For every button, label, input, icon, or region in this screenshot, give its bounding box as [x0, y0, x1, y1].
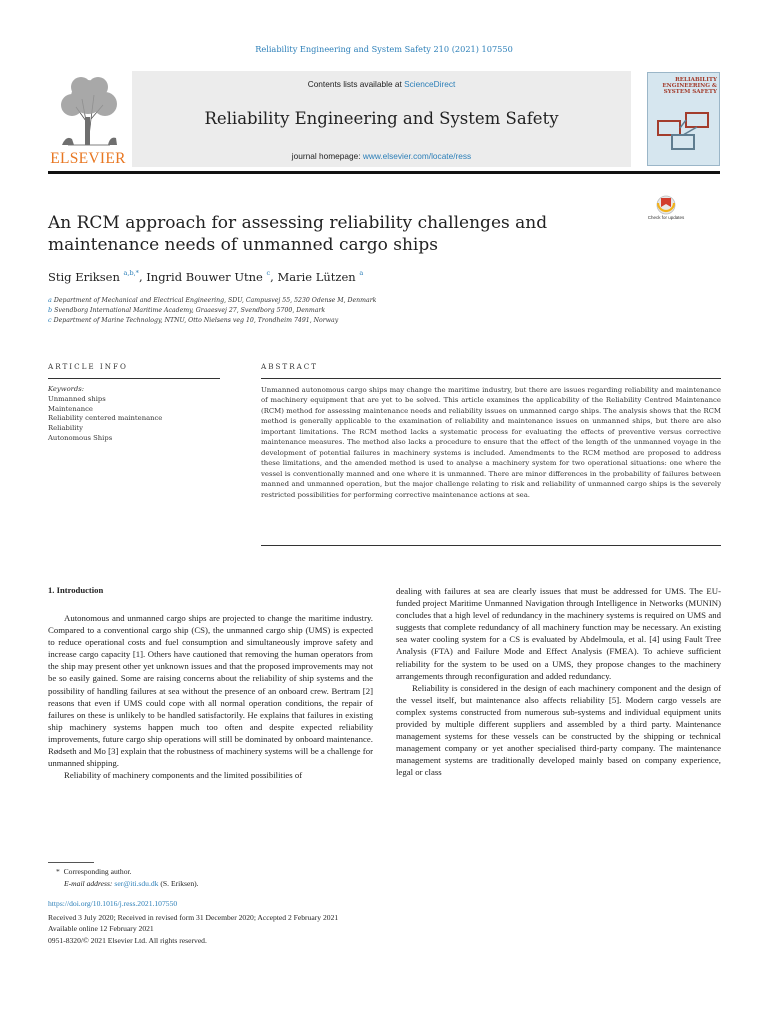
author-affiliation-marker[interactable]: c — [266, 269, 271, 277]
corresponding-author-note — [48, 866, 468, 878]
affiliation-text: Svendborg International Maritime Academy, Graaesvej 27, Svendborg 5700, Denmark — [54, 307, 326, 315]
author-list — [48, 270, 363, 284]
affiliation-item — [48, 306, 648, 316]
received-dates: Received 3 July 2020; Received in revised form 31 December 2020; Accepted 2 February 2021 — [48, 913, 339, 922]
journal-banner — [132, 71, 631, 167]
author-email-link[interactable]: ser@iti.sdu.dk — [114, 878, 159, 888]
author-name[interactable]: Stig Eriksen — [48, 270, 120, 284]
abstract-bottom-divider — [261, 545, 721, 546]
contents-line — [132, 79, 631, 89]
body-paragraph: dealing with failures at sea are clearly issues that must be addressed for UMS. The EU-funded project Maritime Unmanned Navigation through Intelligence in Networks (MUNIN) concludes that a high level of redundancy in the machinery systems is required on UMS and suggests that complete redundancy of all machinery function may be necessary. An existing sea water cooling system for a CS is evaluated by Abdelmoula, et al. [4] using Fault Tree Analysis (FTA) and Failure Mode and Effect Analysis (FMEA). To achieve sufficient reliability for the system to be used on a UMS, they propose changes to the machinery arrangements through reconfiguration and added redundancy. — [396, 586, 721, 681]
journal-reference-link[interactable]: Reliability Engineering and System Safety 210 (2021) 107550 — [255, 44, 513, 54]
abstract-heading: ABSTRACT — [261, 362, 319, 371]
body-paragraph: Reliability of machinery components and the limited possibilities of — [64, 770, 303, 781]
footnotes — [48, 866, 468, 890]
publisher-name: ELSEVIER — [50, 150, 126, 167]
author-affiliation-marker[interactable]: a,b,* — [123, 269, 139, 277]
journal-masthead — [48, 71, 720, 169]
body-column-right — [396, 585, 721, 779]
homepage-line — [132, 151, 631, 161]
article-info-divider — [48, 378, 220, 379]
body-paragraph: Reliability is considered in the design of each machinery component and the design of the vessel itself, but maintenance also affects reliability [5]. Modern cargo vessels are complex systems constructed from numerous sub-systems and individual equipment units provided by multiple different suppliers and assembled by a third party. Maintenance management systems for these vessels can be constructed by the shipping or technical management company or yet another specialised third-party company. The maintenance management systems are traditionally developed mainly based on company experience, legal or class — [396, 682, 721, 778]
keyword-item: Maintenance — [48, 404, 93, 413]
affiliation-marker: c — [48, 316, 52, 325]
homepage-prefix: journal homepage: — [291, 151, 363, 161]
contents-prefix: Contents lists available at — [307, 79, 405, 89]
cover-title: RELIABILITY ENGINEERING & SYSTEM SAFETY — [662, 77, 717, 96]
journal-homepage-link[interactable]: www.elsevier.com/locate/ress — [362, 151, 472, 161]
keyword-item: Reliability — [48, 424, 83, 433]
body-column-left — [48, 612, 373, 781]
publication-dates — [48, 912, 648, 946]
affiliation-text: Department of Marine Technology, NTNU, Otto Nielsens veg 10, Trondheim 7491, Norway — [53, 317, 339, 325]
section-heading-introduction: 1. Introduction — [48, 585, 104, 595]
affiliation-marker: b — [48, 306, 53, 315]
corresponding-author-text: Corresponding author. — [63, 867, 132, 876]
article-info-heading: ARTICLE INFO — [48, 362, 128, 371]
affiliation-item — [48, 296, 648, 306]
author-affiliation-marker[interactable]: a — [359, 269, 364, 277]
asterisk-marker: * — [56, 867, 64, 876]
masthead-divider — [48, 171, 720, 174]
author-name[interactable]: Ingrid Bouwer Utne — [146, 270, 263, 284]
keywords-label: Keywords: — [48, 385, 85, 393]
check-for-updates-badge[interactable] — [646, 195, 686, 235]
body-paragraph: Autonomous and unmanned cargo ships are projected to change the maritime industry. Compared to a conventional cargo ship (CS), the unmanned cargo ship (UMS) is expected to reduce operational costs and fuel consumption and simultaneously improve safety and increase cargo capacity [1]. Others have cautioned that removing the human operators from the ship may present other yet unknown issues and that the proposed improvements may not be so easily gained. Some are raising concerns about the reliability of ship systems and the possibility of handling failures at sea without the presence of an onboard crew. Bertram [2] reasons that even if UMS could cope with all normal operation conditions, the repair of failures on these is unlikely to be handled satisfactorily. He explains that failures in existing ship machinery systems happen much too often and despite expected reliability improvements, future cargo ship operations will still be dominated by onboard maintenance. Rødseth and Mo [3] explain that the robustness of machinery systems will be a challenge for unmanned shipping. — [48, 613, 373, 769]
keyword-item: Unmanned ships — [48, 394, 106, 403]
elsevier-tree-logo — [48, 71, 128, 167]
author-name[interactable]: Marie Lützen — [277, 270, 356, 284]
sciencedirect-link[interactable]: ScienceDirect — [404, 79, 456, 89]
author-separator: , — [138, 270, 147, 284]
affiliation-text: Department of Mechanical and Electrical Engineering, SDU, Campusvej 55, 5230 Odense M, Denmark — [53, 297, 377, 304]
crossmark-icon — [646, 195, 686, 217]
affiliations — [48, 296, 648, 327]
article-title: An RCM approach for assessing reliability challenges and maintenance needs of unmanned cargo ships — [48, 213, 548, 255]
keyword-item: Reliability centered maintenance — [48, 414, 163, 423]
journal-cover-thumbnail[interactable] — [647, 72, 720, 166]
abstract-divider — [261, 378, 721, 379]
crossmark-label: Check for updates — [647, 215, 685, 220]
affiliation-marker: a — [48, 296, 52, 304]
affiliation-item — [48, 316, 648, 326]
abstract-text: Unmanned autonomous cargo ships may change the maritime industry, but there are issues regarding reliability and maintenance of machinery equipment that are yet to be solved. This article examines the applicability of the Reliability Centred Maintenance (RCM) method for assessing maintenance needs and reliability issues on unmanned cargo ships. The analysis shows that the RCM method is generally applicable to the examination of reliability and maintenance issues on unmanned ships, but there are also important limitations. The RCM method lacks a systematic process for evaluating the effects of preventive versus corrective maintenance measures. The method also lacks a procedure to ensure that the effect of the length of the unmanned voyage in the development of potential failures in machinery systems is included. Amendments to the RCM method are proposed to address these limitations, and the amended method is used to analyse a machinery system for two operational situations: one where the vessel is conventionally manned and one where it is unmanned. There are minor differences in the probability of failures between manned and unmanned operation, but the major challenge relating to risk and reliability of unmanned cargo ships is the severely restricted possibilities for performing corrective maintenance actions at sea. — [261, 386, 721, 499]
footnote-divider — [48, 862, 94, 863]
copyright-notice: 0951-8320/© 2021 Elsevier Ltd. All rights reserved. — [48, 935, 207, 945]
doi-link[interactable]: https://doi.org/10.1016/j.ress.2021.107550 — [48, 899, 178, 908]
available-online-date: Available online 12 February 2021 — [48, 924, 154, 934]
email-line — [48, 878, 468, 890]
email-suffix: (S. Eriksen). — [160, 878, 199, 888]
keywords-list — [48, 385, 220, 444]
author-separator: , — [270, 270, 278, 284]
email-label: E-mail address: — [64, 878, 113, 888]
cover-illustration-icon — [654, 107, 714, 155]
journal-title: Reliability Engineering and System Safety — [204, 109, 559, 128]
keyword-item: Autonomous Ships — [48, 433, 113, 442]
